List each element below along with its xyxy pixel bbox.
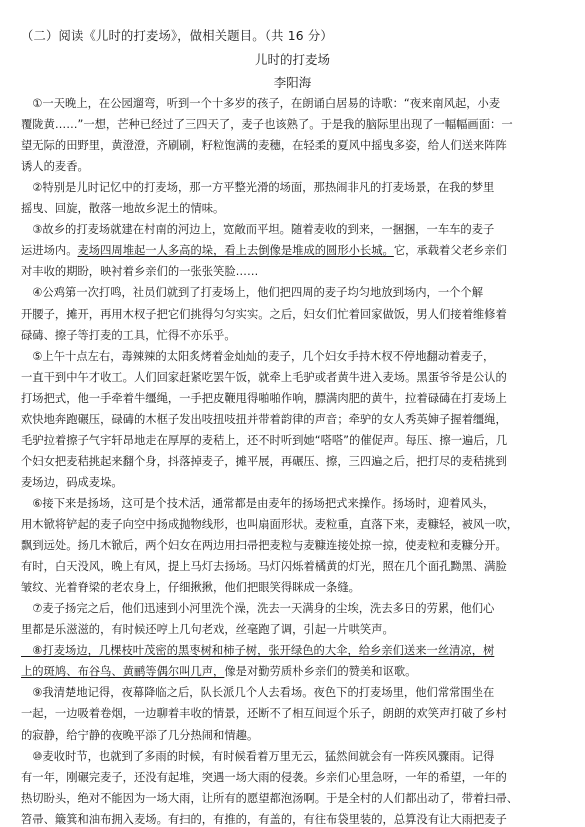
line-text: 像是对勤劳质朴乡亲们的赞美和讴歌。 [224, 665, 417, 679]
body-line: 一直干到中午才收工。人们回家赶紧吃罢午饭，就牵上毛驴或者黄牛进入麦场。黑蛋爷爷是公认的 [21, 370, 507, 384]
body-line: 皱纹、光着脊梁的老农身上，仔细揪揪，他们把眼笑得眯成一条缝。 [21, 581, 360, 595]
body-line: ④公鸡第一次打鸣，社员们就到了打麦场上，他们把四周的麦子均匀地放到场内，一个个解 [21, 286, 484, 300]
body-line: 望无际的田野里，黄澄澄，齐刷刷，籽粒饱满的麦穗，在轻柔的夏风中摇曳多姿，给人们送来阵阵 [21, 139, 507, 153]
body-line: ③故乡的打麦场就建在村南的河边上，宽敞而平坦。随着麦收的到来，一捆捆，一车车的麦子 [21, 223, 495, 237]
body-line: 毛驴拉着擦子气宇轩昂地走在厚厚的麦秸上，还不时听到她“嗒嗒”的催促声。每压、擦一遍后，几 [21, 433, 508, 447]
underlined-sentence: 上的斑鸠、布谷鸟、黄鹂等偶尔叫几声， [21, 665, 225, 679]
body-line: 有时，白天没风，晚上有风，提上马灯去扬场。马灯闪烁着橘黄的灯光，照在几个面孔黝黑、满脸 [21, 560, 507, 574]
section-heading: （二）阅读《儿时的打麦场》，做相关题目。（共 16 分） [21, 29, 333, 43]
body-line: 开腰子，摊开，再用木杈子把它们挑得匀匀实实。之后，妇女们忙着回家做饭，男人们接着维修着 [21, 307, 507, 321]
body-line: 有一年，刚碾完麦子，还没有起堆，突遇一场大雨的侵袭。乡亲们心里急呀，一年的希望，一年的 [21, 770, 507, 784]
body-line: ②特别是儿时记忆中的打麦场，那一方平整光滑的场面，那热闹非凡的打麦场景，在我的梦里 [21, 181, 495, 195]
body-line: ⑥接下来是扬场，这可是个技术活，通常都是由麦年的扬场把式来操作。扬场时，迎着风头， [21, 496, 495, 510]
body-line: ⑨我清楚地记得，夜幕降临之后，队长派几个人去看场。夜色下的打麦场里，他们常常围坐在 [21, 686, 495, 700]
body-line: 打场把式，他一手牵着牛缰绳，一手把皮鞭甩得啪啪作响，膘满肉肥的黄牛，拉着碌碡在打麦场上 [21, 391, 507, 405]
body-line [21, 244, 569, 258]
article-title: 儿时的打麦场 [254, 52, 330, 67]
article-author: 李阳海 [273, 75, 312, 90]
body-line [21, 665, 569, 679]
body-line: 摇曳、回旋，散落一地故乡泥土的情味。 [21, 202, 225, 216]
body-line: ⑩麦收时节，也就到了多雨的时候，有时候看着万里无云，猛然间就会有一阵疾风骤雨。记得 [21, 749, 495, 763]
line-text: 运进场内。 [21, 244, 78, 258]
underlined-sentence: ⑧打麦场边，几棵枝叶茂密的黑枣树和柿子树，张开绿色的大伞，给乡亲们送来一丝清凉，树 [21, 644, 495, 658]
body-line: ①一天晚上，在公园遛弯，听到一个十多岁的孩子，在朗诵白居易的诗歌：“夜来南风起，小麦 [21, 97, 501, 110]
underlined-sentence: 麦场四周堆起一人多高的垛，看上去倒像是堆成的圆形小长城。 [77, 244, 394, 258]
body-line: ⑤上午十点左右，毒辣辣的太阳炙烤着金灿灿的麦子，几个妇女手持木杈不停地翻动着麦子， [21, 349, 495, 363]
body-line: 对丰收的期盼，映衬着乡亲们的一张张笑脸…… [21, 265, 259, 279]
body-line: 用木锨将铲起的麦子向空中扬成抛物线形，也叫扇面形状。麦粒重，直落下来，麦糠轻，被风一吹， [21, 518, 519, 531]
body-line: 个妇女把麦秸挑起来翻个身，抖落掉麦子，摊平展，再碾压、擦，三四遍之后，把打尽的麦秸挑到 [21, 454, 507, 468]
body-line [21, 644, 569, 658]
body-line: 覆陇黄……”一想，芒种已经过了三四天了，麦子也该熟了。于是我的脑际里出现了一幅幅画面：一 [21, 118, 513, 132]
body-line: 热切盼头，绝对不能因为一场大雨，让所有的愿望都泡汤啊。于是全村的人们都出动了，带着扫帚、 [21, 791, 519, 805]
line-text: 它，承载着父老乡亲们 [393, 244, 507, 258]
body-line: ⑦麦子扬完之后，他们迅速到小河里洗个澡，洗去一天满身的尘埃，洗去多日的劳累，他们心 [21, 602, 495, 616]
body-line: 诱人的麦香。 [21, 160, 89, 174]
body-line: 的寂静，给宁静的夜晚平添了几分热闹和情趣。 [21, 728, 259, 742]
body-line: 麦场边，码成麦垛。 [21, 475, 123, 489]
body-line: 碌碡、擦子等打麦的工具，忙得不亦乐乎。 [21, 328, 236, 342]
body-line: 笤帚、簸箕和油布拥入麦场。有扫的，有推的，有盖的，有往布袋里装的，总算没有让大雨把麦子 [21, 812, 507, 826]
body-line: 一起，一边吸着卷烟，一边聊着丰收的情景，还断不了相互间逗个乐子，朗朗的欢笑声打破了乡村 [21, 707, 507, 721]
body-line: 欢快地奔跑碾压，碌碡的木框子发出吱扭吱扭并带着韵律的声音；牵驴的女人秀英婶子握着缰绳， [21, 412, 507, 426]
body-line: 里都是乐滋滋的，有时候还哼上几句老戏，丝毫跑了调，引起一片哄笑声。 [21, 623, 394, 637]
body-line: 飘到远处。扬几木锨后，两个妇女在两边用扫帚把麦粒与麦糠连接处掠一掠，使麦粒和麦糠分开。 [21, 539, 507, 553]
